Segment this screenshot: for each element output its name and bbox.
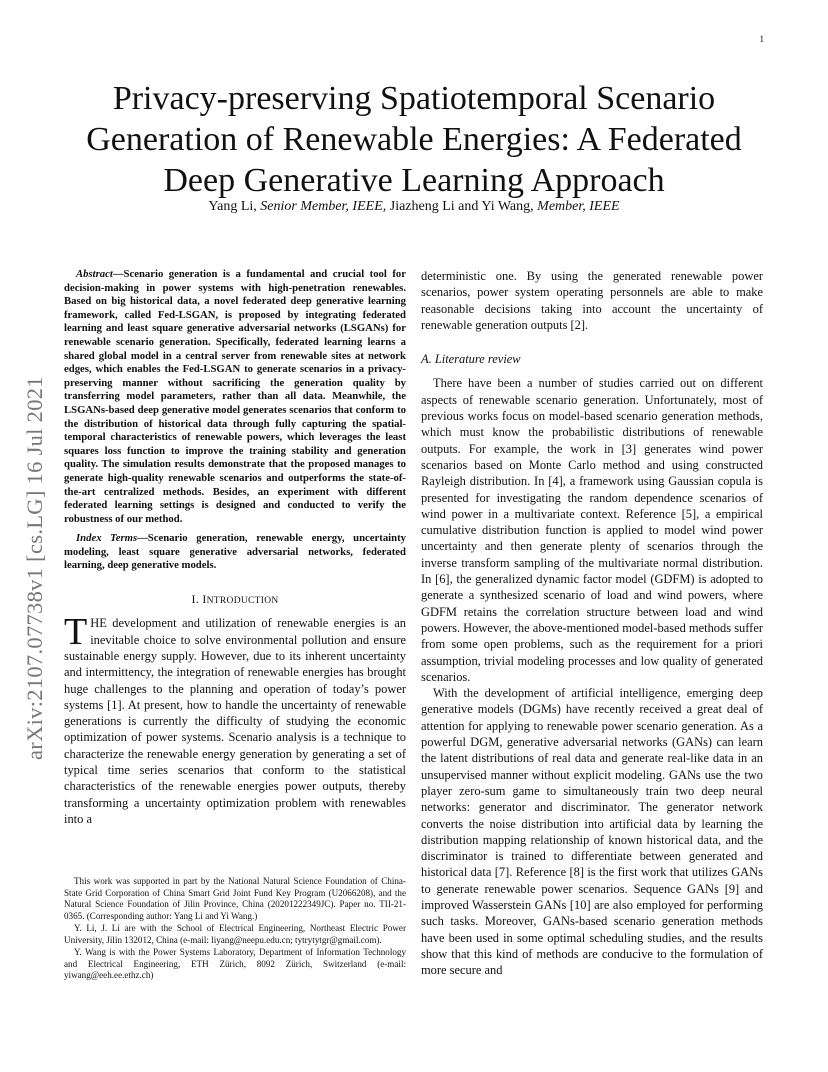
- footnote-affiliation-1: Y. Li, J. Li are with the School of Electrical Engineering, Northeast Electric Power University, Jilin 132012, China (e-mail: liyang@neepu.edu.cn; tytrytytgr@gmail.com).: [64, 923, 406, 945]
- drop-cap: T: [64, 611, 88, 654]
- abstract-text: —Scenario generation is a fundamental and crucial tool for decision-making in power systems with high-penetration renewables. Based on big historical data, a novel federated deep generative learning framework, called Fed-LSGAN, is proposed by integrating federated learning and least square generative adversarial networks (LSGANs) for renewable scenario generation. Specifically, federated learning learns a shared global model in a central server from renewable sites at network edges, which enables the Fed-LSGAN to generate scenarios in a privacy-preserving manner without sacrificing the generation quality by transferring model parameters, rather than all data. Meanwhile, the LSGANs-based deep generative model generates scenarios that conform to the distribution of historical data through fully capturing the spatial-temporal characteristics of renewable powers, which leverages the least squares loss function to improve the training stability and generation quality. The simulation results demonstrate that the proposed manages to generate high-quality renewable scenarios and outperforms the state-of-the-art centralized methods. Besides, an experiment with different federated learning settings is designed and conducted to verify the robustness of our method.: [64, 268, 406, 525]
- subsection-heading: A. Literature review: [421, 352, 521, 367]
- author-2: Jiazheng Li and Yi Wang,: [389, 199, 534, 214]
- paragraph-literature-1: There have been a number of studies carried out on different aspects of renewable scenario generation. Unfortunately, most of previous works focus on model-based scenario generation methods, which must know the probabilistic distributions of renewable outputs. For example, the work in [3] generates wind power scenarios based on Monte Carlo method and using constructed Rayleigh distribution. In [4], a framework using Gaussian copula is presented for investigating the random dependence scenarios of wind power in a multivariate context. Reference [5], a empirical cumulative distribution function is applied to model wind power uncertainty and then generate plenty of scenarios through the inverse transform sampling of the multivariate normal distribution. In [6], the generalized dynamic factor model (GDFM) is adopted to generate a synthesized scenario of load and wind powers, where GDFM retains the correlation structure between load and wind powers. However, the above-mentioned model-based methods suffer from some open problems, such as the requirement for a priori assumption, trivial modeling processes and low quality of generated scenarios.: [421, 376, 763, 684]
- footnote-funding: This work was supported in part by the National Natural Science Foundation of China-State Grid Corporation of China Smart Grid Joint Fund Key Program (U2066208), and the Natural Science Foundation of Jilin Province, China (20201222349JC). Paper no. TII-21-0365. (Corresponding author: Yang Li and Yi Wang.): [64, 876, 406, 921]
- author-1: Yang Li,: [208, 199, 257, 214]
- index-terms-text: —Scenario generation, renewable energy, uncertainty modeling, least square generative adversarial networks, federated learning, deep generative models.: [64, 532, 406, 572]
- footnote-affiliation-2: Y. Wang is with the Power Systems Laboratory, Department of Information Technology and Electrical Engineering, ETH Zürich, 8092 Zürich, Switzerland (e-mail: yiwang@eeh.ee.ethz.ch): [64, 947, 406, 980]
- index-terms: [64, 532, 406, 573]
- paragraph-literature-2: With the development of artificial intelligence, emerging deep generative models (DGMs) have recently received a great deal of attention for applying to renewable power scenario generation. As a powerful DGM, generative adversarial networks (GANs) can learn the latent distributions of real data and generate real-like data in an unsupervised manner without explicit modeling. GANs use the two player zero-sum game to simultaneously train two deep neural networks: generator and discriminator. The generator network converts the noise distribution into artificial data by learning the distribution mapping relationship of known historical data, and the discriminator is trained to differentiate between generated and historical data [7]. Reference [8] is the first work that utilizes GANs to generate renewable power scenarios. Sequence GANs [9] and improved Wasserstein GANs [10] are also employed for performing such tasks. Moreover, GANs-based scenario generation methods have been used in some optimal scheduling studies, and the results show that this kind of methods are conducive to the formulation of more secure and: [421, 686, 763, 978]
- author-1-role: Senior Member, IEEE,: [260, 199, 387, 214]
- left-column: [64, 268, 406, 827]
- index-terms-label: Index Terms: [76, 532, 138, 545]
- footnotes: [64, 876, 406, 983]
- author-line: [64, 199, 764, 215]
- right-column: [421, 268, 763, 978]
- abstract-label: Abstract: [76, 268, 113, 280]
- abstract: [64, 268, 406, 526]
- intro-paragraph: [64, 611, 406, 827]
- page-number: 1: [759, 34, 764, 44]
- author-2-role: Member, IEEE: [537, 199, 620, 214]
- section-heading-introduction: [64, 591, 406, 609]
- section-numeral: I.: [191, 592, 203, 607]
- intro-text: HE development and utilization of renewable energies is an inevitable choice to solve environmental pollution and ensure sustainable energy supply. However, due to its inherent uncertainty and intermittency, the integration of renewable energies has brought huge challenges to the planning and operation of today’s power systems [1]. At present, how to handle the uncertainty of renewable generations is currently the difficulty of studying the economic optimization of power systems. Scenario analysis is a technique to characterize the renewable energy generation by generating a set of typical time series scenarios that conform to the statistical characteristics of the renewable energies power outputs, thereby transforming a uncertainty optimization problem with renewables into a: [64, 616, 406, 826]
- section-title-rest: NTRODUCTION: [206, 596, 279, 607]
- paper-title: Privacy-preserving Spatiotemporal Scenario Generation of Renewable Energies: A Federated Deep Generative Learning Approach: [86, 80, 742, 199]
- section-initial: I: [202, 592, 207, 607]
- paragraph-continued: deterministic one. By using the generated renewable power scenarios, power system operating personnels are able to make reasonable decisions taking into account the uncertainty of renewable generation outputs [2].: [421, 269, 763, 332]
- arxiv-id: arXiv:2107.07738v1 [cs.LG] 16 Jul 2021: [22, 376, 47, 760]
